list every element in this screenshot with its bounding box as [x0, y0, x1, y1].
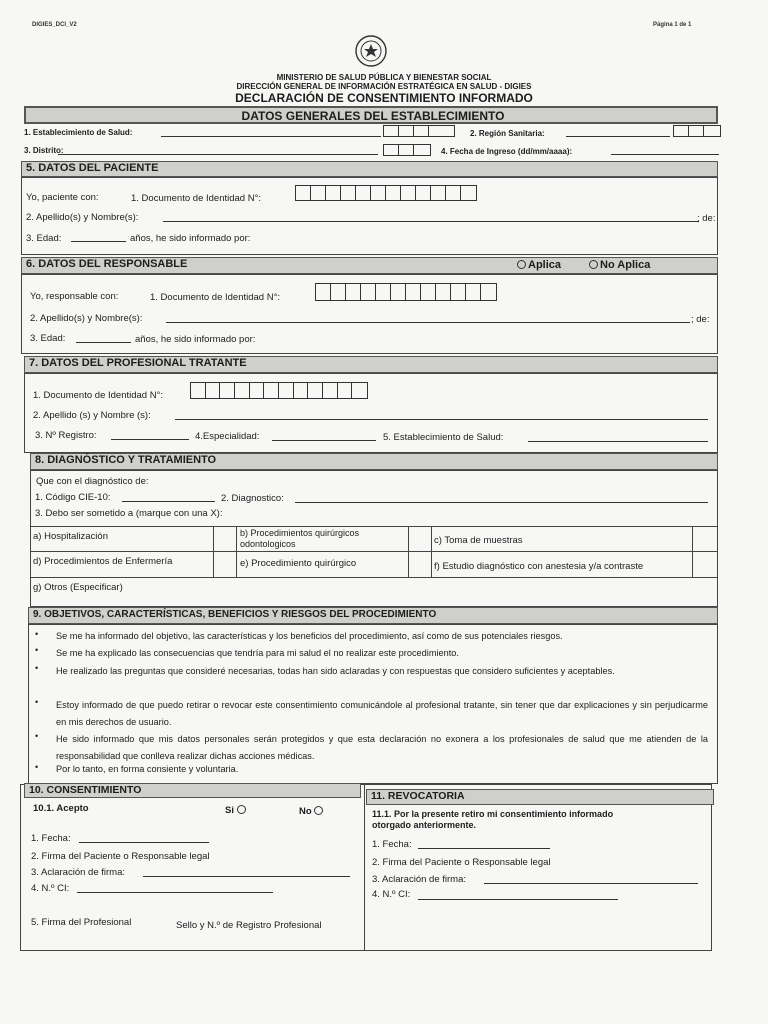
revocatoria-retiro-2: otorgado anteriormente.: [372, 820, 477, 830]
section-consentimiento-header: 10. CONSENTIMIENTO: [24, 783, 361, 798]
consent-fecha-label: 1. Fecha:: [31, 833, 71, 844]
consent-ci-field[interactable]: [77, 892, 273, 893]
bullet-icon: •: [35, 697, 39, 707]
doc-code: DIGIES_DCI_V2: [32, 22, 77, 28]
paciente-doc-label: 1. Documento de Identidad N°:: [131, 193, 262, 204]
revoc-aclaracion-field[interactable]: [484, 883, 698, 884]
directorate-name: DIRECCIÓN GENERAL DE INFORMACIÓN ESTRATÉGICA EN SALUD - DIGIES: [236, 82, 532, 91]
objetivo-6: Por lo tanto, en forma consiente y voluntaria.: [56, 764, 239, 774]
option-hospitalizacion: a) Hospitalización: [33, 531, 108, 542]
section-paciente-header: 5. DATOS DEL PACIENTE: [21, 161, 718, 177]
section-diagnostico-header: 8. DIAGNÓSTICO Y TRATAMIENTO: [30, 453, 718, 470]
cie-field[interactable]: [122, 501, 215, 502]
responsable-doc-label: 1. Documento de Identidad N°:: [150, 292, 281, 303]
diagnostico-intro: Que con el diagnóstico de:: [36, 476, 149, 487]
option-estudio-diagnostico: f) Estudio diagnóstico con anestesia y/a contraste: [434, 561, 644, 572]
establecimiento-field[interactable]: [161, 136, 381, 137]
consent-aclaracion-field[interactable]: [143, 876, 350, 877]
objetivo-3: He realizado las preguntas que consideré necesarias, todas han sido aclaradas y con respuestas que considero suficientes y aceptables.: [56, 666, 615, 676]
radio-acepto-si[interactable]: Si: [225, 805, 248, 816]
section-objetivos-header: 9. OBJETIVOS, CARACTERÍSTICAS, BENEFICIOS Y RIESGOS DEL PROCEDIMIENTO: [28, 607, 718, 624]
region-label: 2. Región Sanitaria:: [470, 129, 545, 138]
paciente-apellido-label: 2. Apellido(s) y Nombre(s):: [26, 212, 139, 223]
profesional-establecimiento-field[interactable]: [528, 441, 708, 442]
paciente-doc-boxes[interactable]: [295, 185, 477, 201]
profesional-registro-label: 3. Nº Registro:: [35, 430, 97, 441]
consent-ci-label: 4. N.º CI:: [31, 883, 70, 894]
checkbox-hospitalizacion[interactable]: [214, 527, 236, 551]
revocatoria-retiro-1: 11.1. Por la presente retiro mi consentimiento informado: [372, 809, 614, 819]
objetivo-1: Se me ha informado del objetivo, las características y los beneficios del procedimiento, así como de sus potenciales riesgos.: [56, 631, 563, 641]
checkbox-estudio-diagnostico[interactable]: [693, 552, 717, 577]
radio-circle-icon: [237, 805, 246, 814]
objetivo-4: Estoy informado de que puedo retirar o revocar este consentimiento comunicándole al profesional tratante, sin tener que dar explicaciones y sin perjudicarme en mis derechos de usuario.: [56, 700, 708, 727]
bullet-icon: •: [35, 645, 39, 655]
responsable-title: 6. DATOS DEL RESPONSABLE: [26, 258, 188, 270]
paciente-yo: Yo, paciente con:: [26, 192, 99, 203]
paciente-de-label: ; de:: [697, 213, 716, 224]
option-toma-muestras: c) Toma de muestras: [434, 535, 523, 546]
radio-no-aplica[interactable]: No Aplica: [589, 259, 650, 271]
paciente-edad-label: 3. Edad:: [26, 233, 62, 244]
profesional-doc-label: 1. Documento de Identidad N°:: [33, 390, 164, 401]
responsable-yo: Yo, responsable con:: [30, 291, 119, 302]
responsable-informado-label: años, he sido informado por:: [135, 334, 256, 345]
radio-circle-icon: [589, 260, 598, 269]
revoc-ci-field[interactable]: [418, 899, 618, 900]
fecha-ingreso-field[interactable]: [611, 154, 719, 155]
distrito-label: 3. Distrito:: [24, 146, 64, 155]
national-seal-icon: [349, 34, 393, 68]
page-number: Página 1 de 1: [653, 22, 692, 28]
firma-profesional-label: 5. Firma del Profesional: [31, 917, 132, 928]
consent-fecha-field[interactable]: [79, 842, 209, 843]
paciente-informado-label: años, he sido informado por:: [130, 233, 251, 244]
radio-circle-icon: [314, 806, 323, 815]
responsable-de-label: ; de:: [691, 314, 710, 325]
bullet-icon: •: [35, 762, 39, 772]
objetivo-2: Se me ha explicado las consecuencias que tendría para mi salud el no realizar este procedimiento.: [56, 648, 459, 658]
revoc-fecha-label: 1. Fecha:: [372, 839, 412, 850]
establecimiento-code-boxes[interactable]: [383, 125, 455, 137]
radio-acepto-no[interactable]: No: [299, 806, 325, 817]
paciente-apellido-field[interactable]: [163, 221, 699, 222]
revoc-ci-label: 4. N.º CI:: [372, 889, 411, 900]
revoc-fecha-field[interactable]: [418, 848, 550, 849]
diagnostico-field[interactable]: [295, 502, 708, 503]
profesional-apellido-label: 2. Apellido (s) y Nombre (s):: [33, 410, 151, 421]
paciente-edad-field[interactable]: [71, 241, 126, 242]
otros-specify-field[interactable]: [150, 579, 690, 605]
checkbox-odontologicos[interactable]: [409, 527, 431, 551]
profesional-especialidad-field[interactable]: [272, 440, 376, 441]
profesional-doc-boxes[interactable]: [190, 382, 368, 399]
option-odontologicos-2: odontologicos: [240, 539, 296, 549]
responsable-apellido-label: 2. Apellido(s) y Nombre(s):: [30, 313, 143, 324]
consent-firma-label: 2. Firma del Paciente o Responsable legal: [31, 851, 210, 862]
fecha-ingreso-label: 4. Fecha de Ingreso (dd/mm/aaaa):: [441, 147, 573, 156]
option-otros: g) Otros (Especificar): [33, 582, 123, 593]
page-title: DECLARACIÓN DE CONSENTIMIENTO INFORMADO: [235, 91, 533, 105]
responsable-apellido-field[interactable]: [166, 322, 690, 323]
region-code-boxes[interactable]: [673, 125, 721, 137]
distrito-field[interactable]: [58, 154, 378, 155]
bullet-icon: •: [35, 663, 39, 673]
radio-circle-icon: [517, 260, 526, 269]
diagnostico-label: 2. Diagnostico:: [221, 493, 284, 504]
establecimiento-label: 1. Establecimiento de Salud:: [24, 128, 133, 137]
objetivo-5: He sido informado que mis datos personales serán protegidos y que esta declaración no exonera a los profesionales de salud que me atienden de la responsabilidad que conlleva realizar dichas acciones médicas.: [56, 734, 708, 761]
debo-label: 3. Debo ser sometido a (marque con una X):: [35, 508, 223, 519]
section-profesional-header: 7. DATOS DEL PROFESIONAL TRATANTE: [24, 356, 718, 373]
profesional-registro-field[interactable]: [111, 439, 189, 440]
acepto-label: 10.1. Acepto: [33, 803, 89, 814]
revoc-firma-label: 2. Firma del Paciente o Responsable legal: [372, 857, 551, 868]
region-field[interactable]: [566, 136, 670, 137]
responsable-edad-label: 3. Edad:: [30, 333, 66, 344]
profesional-establecimiento-label: 5. Establecimiento de Salud:: [383, 432, 504, 443]
option-quirurgico: e) Procedimiento quirúrgico: [240, 558, 357, 569]
section-revocatoria-header: 11. REVOCATORIA: [366, 789, 714, 805]
section-general-header: DATOS GENERALES DEL ESTABLECIMIENTO: [24, 106, 718, 124]
ministry-name: MINISTERIO DE SALUD PÚBLICA Y BIENESTAR SOCIAL: [276, 73, 492, 82]
responsable-edad-field[interactable]: [76, 342, 131, 343]
profesional-especialidad-label: 4.Especialidad:: [195, 431, 260, 442]
checkbox-enfermeria[interactable]: [214, 552, 236, 577]
profesional-apellido-field[interactable]: [175, 419, 708, 420]
revoc-aclaracion-label: 3. Aclaración de firma:: [372, 874, 466, 885]
option-enfermeria: d) Procedimientos de Enfermería: [33, 556, 173, 567]
option-odontologicos-1: b) Procedimientos quirúrgicos: [240, 528, 360, 538]
radio-aplica[interactable]: Aplica: [517, 259, 561, 271]
responsable-doc-boxes[interactable]: [315, 283, 497, 301]
consent-aclaracion-label: 3. Aclaración de firma:: [31, 867, 125, 878]
checkbox-quirurgico[interactable]: [409, 552, 431, 577]
bullet-icon: •: [35, 731, 39, 741]
sello-registro-label: Sello y N.º de Registro Profesional: [176, 920, 322, 931]
distrito-code-boxes[interactable]: [383, 144, 431, 156]
cie-label: 1. Código CIE-10:: [35, 492, 111, 503]
checkbox-toma-muestras[interactable]: [693, 527, 717, 551]
bullet-icon: •: [35, 629, 39, 639]
